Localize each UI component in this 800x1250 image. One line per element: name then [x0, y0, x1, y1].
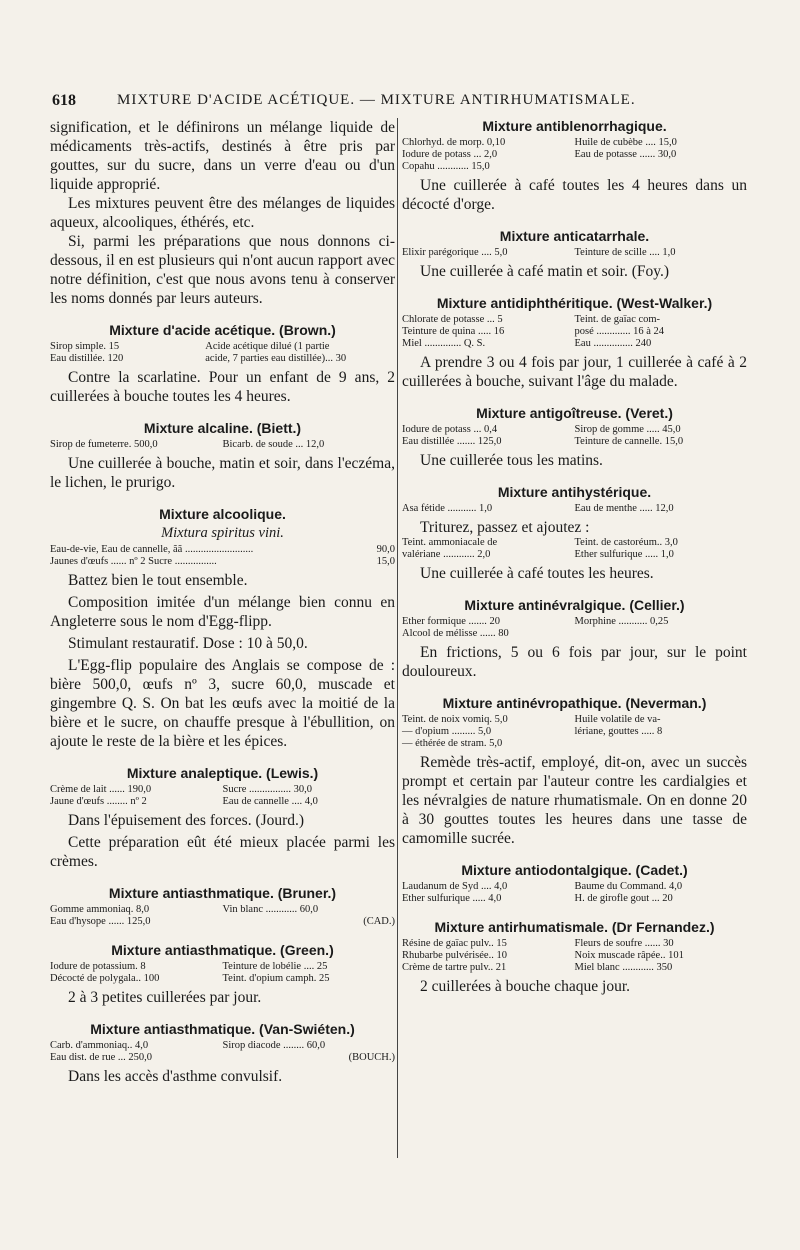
ingredient-row: Résine de gaïac pulv.. 15 Fleurs de soufre ...... 30: [402, 938, 674, 949]
ingredient-row: Carb. d'ammoniaq.. 4,0 Sirop diacode ........ 60,0: [50, 1040, 326, 1051]
recipe-note: Une cuillerée tous les matins.: [420, 452, 603, 469]
ingredient-row: Ether sulfurique ..... 4,0 H. de girofle gout ... 20: [402, 893, 673, 904]
intro-paragraph: Les mixtures peuvent être des mélanges de liquides aqueux, alcooliques, éthérés, etc.: [50, 195, 395, 231]
ingredients-table: [402, 938, 747, 974]
ingredient-row: Iodure de potass ... 2,0 Eau de potasse ...... 30,0: [402, 149, 677, 160]
ingredients-table: [50, 341, 395, 365]
running-title: MIXTURE D'ACIDE ACÉTIQUE. — MIXTURE ANTIRHUMATISMALE.: [117, 92, 636, 108]
ingredient-row: valériane ............ 2,0 Ether sulfurique ..... 1,0: [402, 549, 674, 560]
recipe-subtitle: Mixtura spiritus vini.: [161, 525, 284, 541]
recipe-title: Mixture analeptique. (Lewis.): [126, 765, 319, 781]
recipe-note: 2 à 3 petites cuillerées par jour.: [68, 989, 262, 1006]
ingredient-row: Jaune d'œufs ........ nº 2 Eau de cannelle .... 4,0: [50, 796, 318, 807]
recipe-note: Contre la scarlatine. Pour un enfant de 9 ans, 2 cuillerées à bouche toutes les 4 heures.: [50, 369, 395, 405]
recipe-section: [402, 862, 747, 905]
recipe-note: 2 cuillerées à bouche chaque jour.: [420, 978, 631, 995]
recipe-section: [50, 765, 395, 871]
ingredients-table: [50, 1040, 395, 1064]
ingredient-row: Décocté de polygala.. 100 Teint. d'opium camph. 25: [50, 973, 330, 984]
recipe-section: [402, 228, 747, 281]
recipe-title: Mixture antidiphthéritique. (West-Walker.): [436, 295, 713, 311]
ingredient-row: Copahu ............ 15,0: [402, 161, 490, 172]
ingredient-row: — d'opium ......... 5,0 lériane, gouttes ..... 8: [402, 726, 663, 737]
recipe-note: L'Egg-flip populaire des Anglais se compose de : bière 500,0, œufs nº 3, sucre 60,0, muscade et gingembre Q. S. On bat les œufs avec la moitié de la bière et le sucre, on chauffe presque à l'ébullition, on ajoute le reste de la bière et les épices.: [50, 657, 395, 750]
recipe-section: [50, 322, 395, 406]
recipe-note: Dans les accès d'asthme convulsif.: [68, 1068, 283, 1085]
recipe-section: [50, 885, 395, 928]
ingredient-row: Rhubarbe pulvérisée.. 10 Noix muscade râpée.. 101: [402, 950, 684, 961]
recipe-note: Une cuillerée à bouche, matin et soir, dans l'eczéma, le lichen, le prurigo.: [50, 455, 395, 491]
recipe-note: Battez bien le tout ensemble.: [68, 572, 248, 589]
ingredient-row: Iodure de potassium. 8 Teinture de lobélie .... 25: [50, 961, 328, 972]
recipe-title: Mixture antiodontalgique. (Cadet.): [461, 862, 688, 878]
column-divider: [397, 118, 398, 1158]
recipe-note: A prendre 3 ou 4 fois par jour, 1 cuillerée à café à 2 cuillerées à bouche, suivant l'âge du malade.: [402, 354, 747, 390]
recipe-title: Mixture alcaline. (Biett.): [143, 420, 302, 436]
recipe-section: [402, 695, 747, 848]
ingredients-table: [402, 537, 747, 561]
recipe-title: Mixture antinévralgique. (Cellier.): [464, 597, 685, 613]
recipe-section: [402, 919, 747, 996]
recipe-section: [50, 420, 395, 492]
ingredients-table: [50, 961, 395, 985]
ingredients-table: [402, 247, 747, 259]
recipe-note: Stimulant restauratif. Dose : 10 à 50,0.: [68, 635, 308, 652]
ingredient-row: Sirop simple. 15 Acide acétique dilué (1 partie: [50, 341, 330, 352]
recipe-note: Une cuillerée à café toutes les 4 heures dans un décocté d'orge.: [402, 177, 747, 213]
ingredients-table: [402, 503, 747, 515]
ingredients-table: [402, 314, 747, 350]
recipe-title: Mixture d'acide acétique. (Brown.): [109, 322, 336, 338]
intro-paragraph: Si, parmi les préparations que nous donnons ci-dessous, il en est plusieurs qui n'ont aucun rapport avec notre définition, c'est que nous avons tenu à conserver les noms donnés par leurs auteurs.: [50, 233, 395, 307]
recipe-title: Mixture antiasthmatique. (Bruner.): [108, 885, 337, 901]
recipe-note: En frictions, 5 ou 6 fois par jour, sur le point douloureux.: [402, 644, 747, 680]
ingredient-row: Crème de tartre pulv.. 21 Miel blanc ............ 350: [402, 962, 673, 973]
ingredient-row: Asa fétide ........... 1,0 Eau de menthe ..... 12,0: [402, 503, 674, 514]
ingredient-row: Miel .............. Q. S. Eau ............... 240: [402, 338, 652, 349]
right-column: [402, 118, 747, 996]
ingredient-row: Chlorhyd. de morp. 0,10 Huile de cubèbe .... 15,0: [402, 137, 677, 148]
recipe-section: [402, 295, 747, 391]
ingredient-row: Laudanum de Syd .... 4,0 Baume du Command. 4,0: [402, 881, 683, 892]
recipe-note: Dans l'épuisement des forces. (Jourd.): [68, 812, 305, 829]
recipe-section: [402, 597, 747, 681]
intro-paragraph: signification, et le définirons un mélange liquide de médicaments très-actifs, destinés à être pris par gouttes, sur du sucre, dans un verre d'eau ou d'un liquide approprié.: [50, 119, 395, 193]
recipe-note: Triturez, passez et ajoutez :: [420, 519, 590, 536]
ingredient-row: Chlorate de potasse ... 5 Teint. de gaïac com-: [402, 314, 661, 325]
recipe-section: [50, 1021, 395, 1086]
ingredients-table: [402, 137, 747, 173]
recipe-title: Mixture anticatarrhale.: [499, 228, 650, 244]
ingredient-row: Ether formique ....... 20 Morphine ........... 0,25: [402, 616, 669, 627]
recipe-title: Mixture antirhumatismale. (Dr Fernandez.): [434, 919, 715, 935]
recipe-title: Mixture alcoolique.: [159, 506, 286, 522]
recipe-title: Mixture antiasthmatique. (Van-Swiéten.): [90, 1021, 355, 1037]
ingredient-row: Eau dist. de rue ... 250,0 (BOUCH.): [50, 1052, 395, 1063]
ingredient-row: Teinture de quina ..... 16 posé ............. 16 à 24: [402, 326, 665, 337]
ingredient-row: Teint. ammoniacale de Teint. de castoréum.. 3,0: [402, 537, 678, 548]
ingredients-table: [50, 784, 395, 808]
ingredients-table: [402, 714, 747, 750]
ingredient-row: Eau distillée ....... 125,0 Teinture de cannelle. 15,0: [402, 436, 684, 447]
ingredients-table: [402, 424, 747, 448]
left-column: [50, 118, 395, 1086]
recipe-section: [402, 484, 747, 583]
ingredients-table: [50, 904, 395, 928]
ingredients-table: [50, 544, 395, 568]
page-header: [52, 90, 742, 116]
recipe-note: Remède très-actif, employé, dit-on, avec un succès prompt et certain par l'auteur contre les cardialgies et les névralgies de nature rhumatismale. On en donne 20 à 30 gouttes toutes les heures dans une tasse de camomille sucrée.: [402, 754, 747, 847]
recipe-title: Mixture antigoîtreuse. (Veret.): [476, 405, 673, 421]
recipe-title: Mixture antiblenorrhagique.: [482, 118, 667, 134]
ingredient-row: Eau d'hysope ...... 125,0 (CAD.): [50, 916, 395, 927]
ingredient-row: Jaunes d'œufs ...... nº 2 Sucre ................ 15,0: [50, 556, 395, 567]
recipe-section: [402, 405, 747, 470]
recipe-title: Mixture antihystérique.: [497, 484, 652, 500]
recipe-section: [402, 118, 747, 214]
recipe-note: Une cuillerée à café matin et soir. (Foy.): [420, 263, 670, 280]
ingredient-row: Elixir parégorique .... 5,0 Teinture de scille .... 1,0: [402, 247, 676, 258]
ingredient-row: Eau-de-vie, Eau de cannelle, ãã .......................... 90,0: [50, 544, 395, 555]
ingredient-row: Alcool de mélisse ...... 80: [402, 628, 509, 639]
ingredient-row: Iodure de potass ... 0,4 Sirop de gomme ..... 45,0: [402, 424, 681, 435]
recipe-note: Une cuillerée à café toutes les heures.: [420, 565, 654, 582]
ingredient-row: Eau distillée. 120 acide, 7 parties eau distillée)... 30: [50, 353, 347, 364]
ingredient-row: Gomme ammoniaq. 8,0 Vin blanc ............ 60,0: [50, 904, 319, 915]
ingredient-row: Crème de lait ...... 190,0 Sucre ................ 30,0: [50, 784, 313, 795]
recipe-note: Cette préparation eût été mieux placée parmi les crèmes.: [50, 834, 395, 870]
recipe-title: Mixture antinévropathique. (Neverman.): [442, 695, 707, 711]
recipe-title: Mixture antiasthmatique. (Green.): [111, 942, 334, 958]
ingredient-row: — éthérée de stram. 5,0: [402, 738, 503, 749]
recipe-note: Composition imitée d'un mélange bien connu en Angleterre sous le nom d'Egg-flipp.: [50, 594, 395, 630]
ingredient-row: Teint. de noix vomiq. 5,0 Huile volatile de va-: [402, 714, 661, 725]
recipe-section: [50, 942, 395, 1007]
ingredients-table: [402, 881, 747, 905]
recipe-section: [50, 506, 395, 751]
page-number: 618: [52, 92, 76, 109]
ingredient-row: Sirop de fumeterre. 500,0 Bicarb. de soude ... 12,0: [50, 439, 325, 450]
ingredients-table: [50, 439, 395, 451]
ingredients-table: [402, 616, 747, 640]
